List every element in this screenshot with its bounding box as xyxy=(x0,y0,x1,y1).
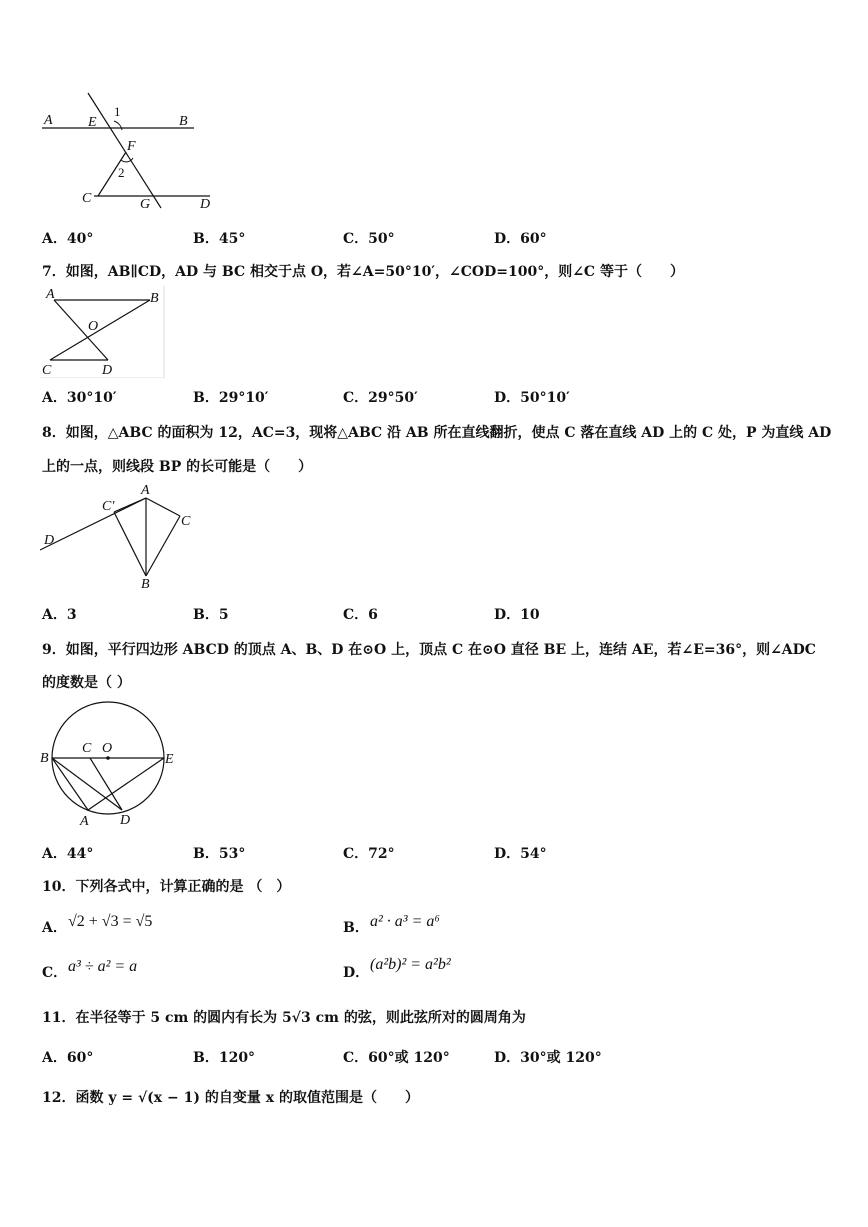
q9-label-b: B xyxy=(40,751,49,766)
q6-option-b[interactable]: B．45° xyxy=(193,231,246,247)
q8-option-c[interactable]: C．6 xyxy=(343,607,378,623)
q6-option-c[interactable]: C．50° xyxy=(343,231,395,247)
q8-option-b[interactable]: B．5 xyxy=(193,607,229,623)
q8-option-d[interactable]: D．10 xyxy=(494,607,540,623)
q8-stem-line2: 上的一点，则线段 BP 的长可能是（ ） xyxy=(42,459,313,475)
q9-stem-line1: 9．如图，平行四边形 ABCD 的顶点 A、B、D 在⊙O 上，顶点 C 在⊙O 直径 BE 上，连结 AE，若∠E=36°，则∠ADC xyxy=(42,642,816,658)
q7-option-d[interactable]: D．50°10′ xyxy=(494,390,570,406)
q10-option-b-letter[interactable]: B． xyxy=(343,920,369,936)
q10-option-d-expr: (a²b)² = a²b² xyxy=(370,956,451,973)
label-f: F xyxy=(127,139,136,154)
label-a: A xyxy=(44,113,53,128)
q9-stem-line2: 的度数是（ ） xyxy=(42,675,131,691)
q9-option-c[interactable]: C．72° xyxy=(343,846,395,862)
q7-label-c: C xyxy=(42,363,52,378)
q10-option-d-letter[interactable]: D． xyxy=(343,965,370,981)
q8-label-b: B xyxy=(141,577,150,592)
q9-label-c: C xyxy=(82,741,92,756)
q9-option-a[interactable]: A．44° xyxy=(42,846,94,862)
q7-label-o: O xyxy=(88,319,99,334)
q7-option-a[interactable]: A．30°10′ xyxy=(42,390,117,406)
q8-stem-line1: 8．如图，△ABC 的面积为 12，AC=3，现将△ABC 沿 AB 所在直线翻折，使点 C 落在直线 AD 上的 C 处，P 为直线 AD xyxy=(42,425,832,441)
q9-option-b[interactable]: B．53° xyxy=(193,846,246,862)
q7-option-b[interactable]: B．29°10′ xyxy=(193,390,269,406)
q8-figure xyxy=(40,480,200,592)
q8-label-d: D xyxy=(44,533,55,548)
label-b: B xyxy=(179,114,188,129)
q9-label-e: E xyxy=(165,752,174,767)
q10-stem: 10．下列各式中，计算正确的是 （ ） xyxy=(42,879,291,895)
q10-option-c-expr: a³ ÷ a² = a xyxy=(68,958,138,975)
q10-option-c-letter[interactable]: C． xyxy=(42,965,68,981)
q9-option-d[interactable]: D．54° xyxy=(494,846,547,862)
q11-stem: 11．在半径等于 5 cm 的圆内有长为 5√3 cm 的弦，则此弦所对的圆周角为 xyxy=(42,1010,526,1026)
q10-option-a-letter[interactable]: A． xyxy=(42,920,67,936)
q9-figure xyxy=(36,700,186,830)
label-e: E xyxy=(88,115,97,130)
q11-option-d[interactable]: D．30°或 120° xyxy=(494,1050,602,1066)
q9-label-a: A xyxy=(80,814,89,829)
label-2: 2 xyxy=(118,165,125,180)
q11-option-a[interactable]: A．60° xyxy=(42,1050,94,1066)
q9-label-d: D xyxy=(120,813,131,828)
label-d: D xyxy=(200,197,211,212)
q11-option-b[interactable]: B．120° xyxy=(193,1050,256,1066)
q7-figure xyxy=(40,286,166,378)
q10-option-a-expr: √2 + √3 = √5 xyxy=(68,913,153,930)
q6-option-d[interactable]: D．60° xyxy=(494,231,547,247)
q12-stem: 12．函数 y = √(x − 1) 的自变量 x 的取值范围是（ ） xyxy=(42,1090,419,1106)
q8-label-a: A xyxy=(141,483,150,498)
q10-option-b-expr: a² · a³ = a⁶ xyxy=(370,913,440,930)
q6-option-a[interactable]: A．40° xyxy=(42,231,94,247)
q8-label-c: C xyxy=(181,514,191,529)
q7-label-d: D xyxy=(102,363,113,378)
q7-option-c[interactable]: C．29°50′ xyxy=(343,390,418,406)
label-1: 1 xyxy=(114,104,121,119)
q9-label-o: O xyxy=(102,741,113,756)
q7-label-a: A xyxy=(46,287,55,302)
q7-stem: 7．如图，AB∥CD，AD 与 BC 相交于点 O，若∠A=50°10′，∠COD=100°，则∠C 等于（ ） xyxy=(42,264,684,280)
q11-option-c[interactable]: C．60°或 120° xyxy=(343,1050,450,1066)
q6-figure xyxy=(36,88,226,218)
label-c: C xyxy=(82,191,92,206)
q8-label-c-prime: C′ xyxy=(102,499,115,514)
q8-option-a[interactable]: A．3 xyxy=(42,607,77,623)
label-g: G xyxy=(140,197,151,212)
q7-label-b: B xyxy=(150,291,159,306)
